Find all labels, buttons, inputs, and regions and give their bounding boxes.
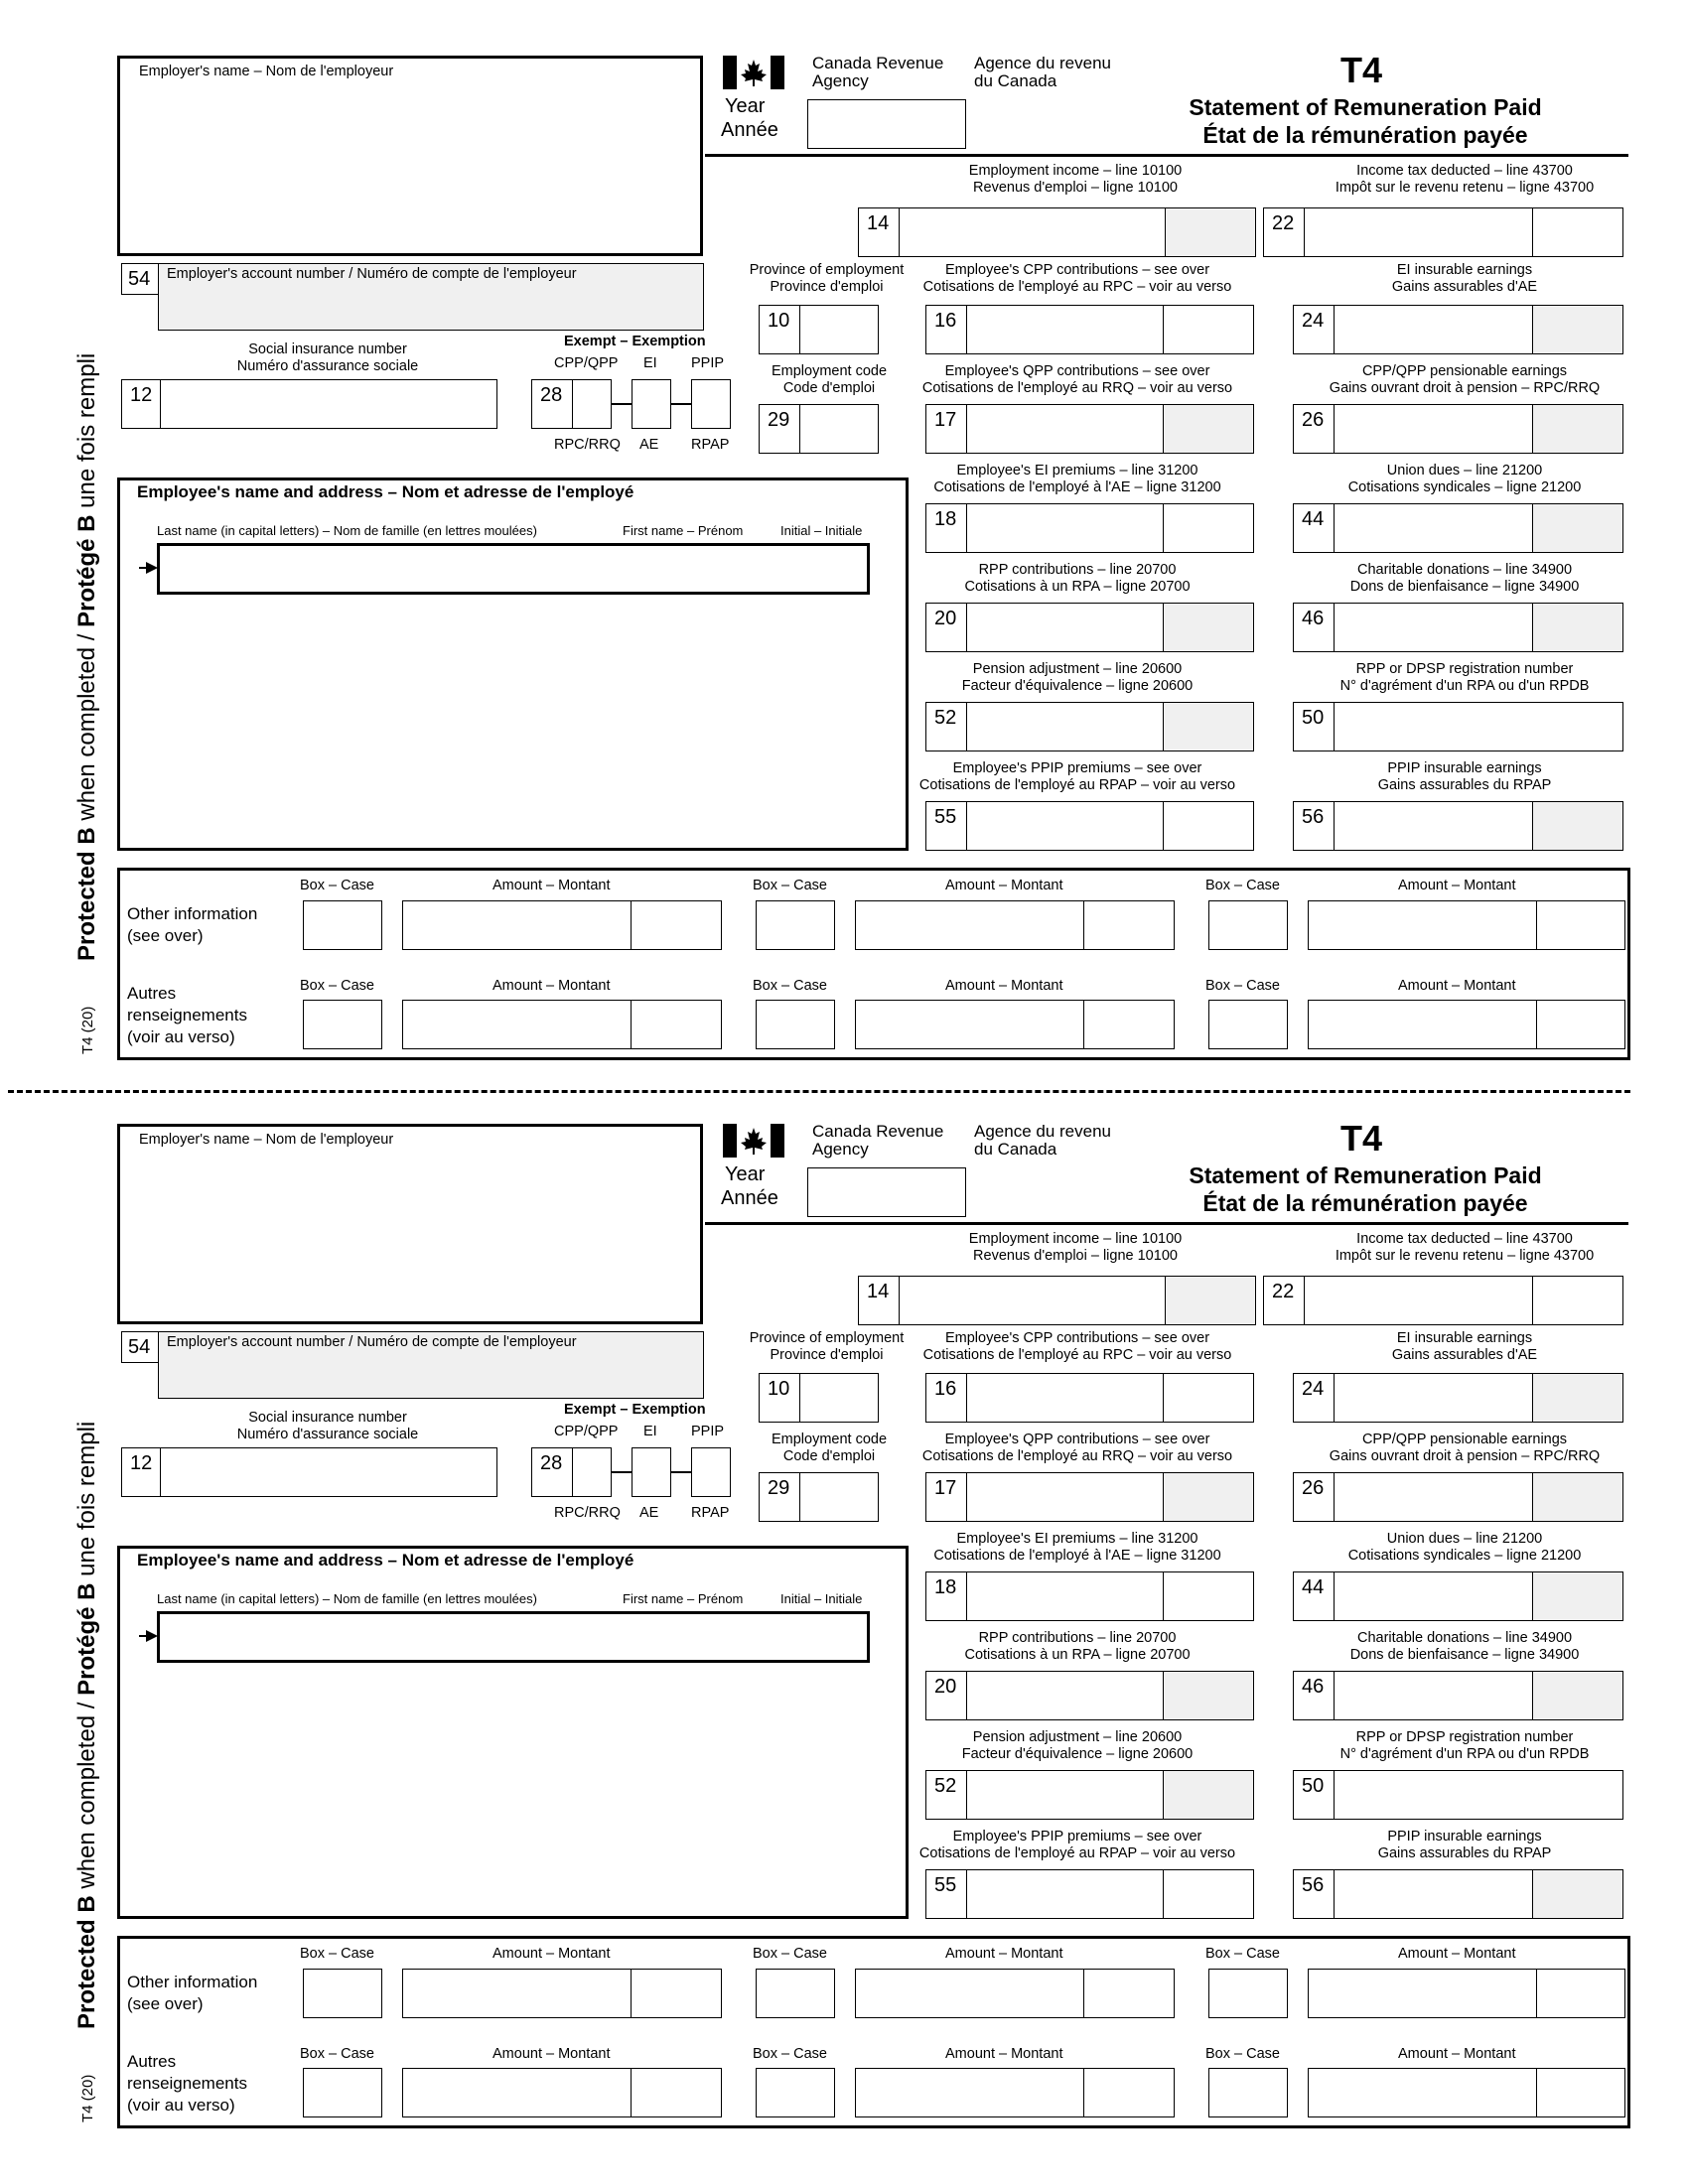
employee-initial-label: Initial – Initiale	[780, 1591, 863, 1606]
box-52-number: 52	[925, 702, 967, 751]
employee-initial-label: Initial – Initiale	[780, 523, 863, 538]
exempt-rpap-label: RPAP	[691, 1505, 730, 1521]
box-28-number: 28	[531, 379, 573, 429]
exempt-cpp-label: CPP/QPP	[554, 1424, 619, 1439]
other-box-label: Box – Case	[300, 978, 374, 994]
sin-label: Social insurance number Numéro d'assurance sociale	[236, 341, 419, 374]
exempt-ei-label: EI	[643, 1424, 657, 1439]
box-46-label: Charitable donations – line 34900 Dons de bienfaisance – ligne 34900	[1349, 562, 1580, 595]
box-56-cents[interactable]	[1532, 801, 1623, 851]
arrow-right-icon	[139, 1628, 159, 1649]
box-52-number: 52	[925, 1770, 967, 1820]
box-55-dollars[interactable]	[966, 1869, 1165, 1919]
box-55-cents[interactable]	[1163, 1869, 1254, 1919]
header-rule	[705, 154, 1628, 157]
employee-first-name-label: First name – Prénom	[623, 1591, 744, 1606]
box-26-number: 26	[1293, 404, 1335, 454]
form-code: T4	[1340, 1118, 1383, 1159]
box-14-label: Employment income – line 10100 Revenus d'emploi – ligne 10100	[968, 163, 1183, 196]
side-protected-label: Protected B when completed / Protégé B une fois rempli	[73, 352, 100, 961]
box-52-dollars[interactable]	[966, 702, 1165, 751]
exempt-ppip-label: PPIP	[691, 1424, 725, 1439]
other-amount-label: Amount – Montant	[1398, 978, 1516, 994]
box-22-label: Income tax deducted – line 43700 Impôt sur le revenu retenu – ligne 43700	[1335, 163, 1595, 196]
box-52-cents[interactable]	[1163, 1770, 1254, 1820]
box-44-dollars[interactable]	[1334, 1571, 1534, 1621]
exempt-ei-label: EI	[643, 355, 657, 371]
box-29-field[interactable]	[799, 404, 879, 454]
box-26-number: 26	[1293, 1472, 1335, 1522]
box-24-cents[interactable]	[1532, 1373, 1623, 1423]
box-56-label: PPIP insurable earnings Gains assurables du RPAP	[1377, 760, 1552, 793]
box-16-dollars[interactable]	[966, 305, 1165, 354]
other-amount-label: Amount – Montant	[1398, 2046, 1516, 2062]
box-10-number: 10	[759, 305, 800, 354]
box-52-cents[interactable]	[1163, 702, 1254, 751]
box-20-cents[interactable]	[1163, 1671, 1254, 1720]
box-46-cents[interactable]	[1532, 1671, 1623, 1720]
box-56-dollars[interactable]	[1334, 801, 1534, 851]
employee-name-field[interactable]	[157, 543, 870, 595]
other-amount-dollars-field[interactable]	[402, 1000, 633, 1049]
other-info-en-label: Other information (see over)	[127, 1973, 258, 2013]
box-17-dollars[interactable]	[966, 404, 1165, 454]
box-16-number: 16	[925, 1373, 967, 1423]
other-info-fr-label: Autres renseignements (voir au verso)	[127, 984, 247, 1046]
box-50-field[interactable]	[1334, 702, 1623, 751]
other-box-code-field[interactable]	[756, 1969, 835, 2018]
box-18-number: 18	[925, 503, 967, 553]
box-29-number: 29	[759, 1472, 800, 1522]
box-26-label: CPP/QPP pensionable earnings Gains ouvrant droit à pension – RPC/RRQ	[1329, 363, 1601, 396]
exempt-ei-checkbox[interactable]	[632, 379, 671, 429]
box-22-number: 22	[1263, 1276, 1305, 1325]
box-17-label: Employee's QPP contributions – see over Cotisations de l'employé au RRQ – voir au verso	[921, 1432, 1233, 1464]
other-amount-cents-field[interactable]	[1536, 1969, 1625, 2018]
box-18-dollars[interactable]	[966, 1571, 1165, 1621]
box-46-dollars[interactable]	[1334, 603, 1534, 652]
box-14-number: 14	[858, 207, 900, 257]
other-amount-cents-field[interactable]	[631, 1969, 722, 2018]
employee-section-title: Employee's name and address – Nom et adresse de l'employé	[137, 482, 634, 501]
box-18-cents[interactable]	[1163, 1571, 1254, 1621]
other-box-code-field[interactable]	[1208, 900, 1288, 950]
box-44-number: 44	[1293, 1571, 1335, 1621]
employer-account-label: Employer's account number / Numéro de compte de l'employeur	[167, 266, 577, 282]
box-12-number: 12	[121, 1447, 161, 1497]
box-52-label: Pension adjustment – line 20600 Facteur d'équivalence – ligne 20600	[961, 1729, 1194, 1762]
year-field[interactable]	[807, 99, 966, 149]
box-50-label: RPP or DPSP registration number N° d'agrément d'un RPA ou d'un RPDB	[1339, 1729, 1590, 1762]
exempt-title: Exempt – Exemption	[564, 334, 706, 349]
box-17-number: 17	[925, 404, 967, 454]
box-24-label: EI insurable earnings Gains assurables d'AE	[1391, 262, 1538, 295]
other-box-code-field[interactable]	[756, 900, 835, 950]
box-46-number: 46	[1293, 603, 1335, 652]
box-50-field[interactable]	[1334, 1770, 1623, 1820]
other-box-label: Box – Case	[300, 1946, 374, 1962]
form-title-en: Statement of Remuneration Paid	[1189, 1162, 1542, 1188]
other-box-label: Box – Case	[753, 1946, 827, 1962]
other-amount-cents-field[interactable]	[631, 1000, 722, 1049]
exempt-ppip-checkbox[interactable]	[691, 1447, 731, 1497]
year-label-fr: Année	[721, 1187, 778, 1209]
other-info-fr-label: Autres renseignements (voir au verso)	[127, 2052, 247, 2115]
box-44-dollars[interactable]	[1334, 503, 1534, 553]
exempt-ae-label: AE	[639, 437, 659, 453]
employer-name-label: Employer's name – Nom de l'employeur	[139, 1132, 394, 1148]
other-amount-dollars-field[interactable]	[1308, 900, 1538, 950]
other-amount-label: Amount – Montant	[1398, 878, 1516, 893]
other-amount-label: Amount – Montant	[945, 978, 1063, 994]
box-24-dollars[interactable]	[1334, 305, 1534, 354]
other-amount-dollars-field[interactable]	[855, 900, 1085, 950]
year-label-en: Year	[725, 1163, 766, 1185]
box-17-cents[interactable]	[1163, 404, 1254, 454]
box-22-cents[interactable]	[1532, 1276, 1623, 1325]
box-26-cents[interactable]	[1532, 1472, 1623, 1522]
canada-flag-icon	[723, 1124, 784, 1158]
box-46-label: Charitable donations – line 34900 Dons de bienfaisance – ligne 34900	[1349, 1630, 1580, 1663]
other-amount-cents-field[interactable]	[631, 2068, 722, 2117]
other-amount-label: Amount – Montant	[945, 878, 1063, 893]
box-55-cents[interactable]	[1163, 801, 1254, 851]
box-24-number: 24	[1293, 1373, 1335, 1423]
other-amount-label: Amount – Montant	[492, 1946, 611, 1962]
box-18-number: 18	[925, 1571, 967, 1621]
box-55-number: 55	[925, 801, 967, 851]
other-box-code-field[interactable]	[303, 900, 382, 950]
box-17-dollars[interactable]	[966, 1472, 1165, 1522]
other-amount-dollars-field[interactable]	[855, 1000, 1085, 1049]
other-amount-cents-field[interactable]	[1536, 1000, 1625, 1049]
other-amount-dollars-field[interactable]	[855, 1969, 1085, 2018]
box-20-cents[interactable]	[1163, 603, 1254, 652]
box-22-label: Income tax deducted – line 43700 Impôt sur le revenu retenu – ligne 43700	[1335, 1231, 1595, 1264]
employee-name-field[interactable]	[157, 1611, 870, 1663]
box-14-cents[interactable]	[1165, 1276, 1256, 1325]
box-56-number: 56	[1293, 801, 1335, 851]
form-id: T4 (20)	[79, 1006, 96, 1054]
other-amount-dollars-field[interactable]	[402, 900, 633, 950]
box-29-field[interactable]	[799, 1472, 879, 1522]
box-14-dollars[interactable]	[899, 1276, 1167, 1325]
exempt-rpc-label: RPC/RRQ	[554, 437, 621, 453]
cra-name-fr: Agence du revenu du Canada	[974, 1122, 1111, 1159]
box-22-cents[interactable]	[1532, 207, 1623, 257]
other-box-code-field[interactable]	[756, 1000, 835, 1049]
box-46-cents[interactable]	[1532, 603, 1623, 652]
box-44-number: 44	[1293, 503, 1335, 553]
canada-flag-icon	[723, 56, 784, 89]
box-56-dollars[interactable]	[1334, 1869, 1534, 1919]
side-protected-label: Protected B when completed / Protégé B une fois rempli	[73, 1421, 100, 2029]
other-box-code-field[interactable]	[1208, 2068, 1288, 2117]
year-label-en: Year	[725, 95, 766, 117]
other-amount-label: Amount – Montant	[945, 2046, 1063, 2062]
other-amount-cents-field[interactable]	[1536, 2068, 1625, 2117]
slip-copy-1	[0, 0, 1688, 1082]
box-55-label: Employee's PPIP premiums – see over Cotisations de l'employé au RPAP – voir au verso	[918, 760, 1236, 793]
box-24-dollars[interactable]	[1334, 1373, 1534, 1423]
other-box-code-field[interactable]	[1208, 1000, 1288, 1049]
box-44-cents[interactable]	[1532, 503, 1623, 553]
box-28-number: 28	[531, 1447, 573, 1497]
other-amount-cents-field[interactable]	[1083, 1000, 1175, 1049]
other-box-label: Box – Case	[1205, 978, 1280, 994]
arrow-right-icon	[139, 560, 159, 581]
box-18-label: Employee's EI premiums – line 31200 Cotisations de l'employé à l'AE – ligne 31200	[933, 463, 1221, 495]
other-amount-label: Amount – Montant	[1398, 1946, 1516, 1962]
other-box-label: Box – Case	[753, 878, 827, 893]
other-amount-dollars-field[interactable]	[855, 2068, 1085, 2117]
other-box-code-field[interactable]	[756, 2068, 835, 2117]
box-29-number: 29	[759, 404, 800, 454]
other-box-label: Box – Case	[1205, 2046, 1280, 2062]
employer-name-label: Employer's name – Nom de l'employeur	[139, 64, 394, 79]
other-box-label: Box – Case	[753, 978, 827, 994]
box-20-label: RPP contributions – line 20700 Cotisations à un RPA – ligne 20700	[964, 1630, 1191, 1663]
box-14-number: 14	[858, 1276, 900, 1325]
box-10-label: Province of employment Province d'emploi	[749, 262, 905, 295]
box-56-cents[interactable]	[1532, 1869, 1623, 1919]
box-16-cents[interactable]	[1163, 305, 1254, 354]
box-14-label: Employment income – line 10100 Revenus d'emploi – ligne 10100	[968, 1231, 1183, 1264]
box-18-dollars[interactable]	[966, 503, 1165, 553]
box-12-number: 12	[121, 379, 161, 429]
box-18-cents[interactable]	[1163, 503, 1254, 553]
other-amount-label: Amount – Montant	[492, 978, 611, 994]
sin-field[interactable]	[160, 379, 497, 429]
employee-last-name-label: Last name (in capital letters) – Nom de famille (en lettres moulées)	[157, 1591, 537, 1606]
year-label-fr: Année	[721, 119, 778, 141]
box-10-label: Province of employment Province d'emploi	[749, 1330, 905, 1363]
other-box-code-field[interactable]	[303, 1000, 382, 1049]
box-20-number: 20	[925, 603, 967, 652]
box-55-number: 55	[925, 1869, 967, 1919]
other-box-label: Box – Case	[300, 878, 374, 893]
box-55-label: Employee's PPIP premiums – see over Cotisations de l'employé au RPAP – voir au verso	[918, 1829, 1236, 1861]
box-20-number: 20	[925, 1671, 967, 1720]
employer-name-box[interactable]	[117, 56, 703, 256]
box-29-label: Employment code Code d'emploi	[771, 1432, 888, 1464]
box-29-label: Employment code Code d'emploi	[771, 363, 888, 396]
box-16-dollars[interactable]	[966, 1373, 1165, 1423]
exempt-cpp-checkbox[interactable]	[572, 1447, 612, 1497]
box-20-dollars[interactable]	[966, 603, 1165, 652]
box-26-label: CPP/QPP pensionable earnings Gains ouvrant droit à pension – RPC/RRQ	[1329, 1432, 1601, 1464]
exempt-cpp-checkbox[interactable]	[572, 379, 612, 429]
employee-first-name-label: First name – Prénom	[623, 523, 744, 538]
box-44-cents[interactable]	[1532, 1571, 1623, 1621]
other-box-code-field[interactable]	[1208, 1969, 1288, 2018]
box-24-cents[interactable]	[1532, 305, 1623, 354]
other-box-label: Box – Case	[300, 2046, 374, 2062]
box-22-number: 22	[1263, 207, 1305, 257]
box-16-label: Employee's CPP contributions – see over Cotisations de l'employé au RPC – voir au verso	[922, 262, 1232, 295]
exempt-rpap-label: RPAP	[691, 437, 730, 453]
box-20-dollars[interactable]	[966, 1671, 1165, 1720]
other-amount-cents-field[interactable]	[1083, 900, 1175, 950]
box-52-label: Pension adjustment – line 20600 Facteur d'équivalence – ligne 20600	[961, 661, 1194, 694]
box-18-label: Employee's EI premiums – line 31200 Cotisations de l'employé à l'AE – ligne 31200	[933, 1531, 1221, 1564]
box-50-number: 50	[1293, 702, 1335, 751]
sin-label: Social insurance number Numéro d'assurance sociale	[236, 1410, 419, 1442]
employer-account-label: Employer's account number / Numéro de compte de l'employeur	[167, 1334, 577, 1350]
other-amount-cents-field[interactable]	[1083, 2068, 1175, 2117]
other-info-en-label: Other information (see over)	[127, 904, 258, 945]
box-14-cents[interactable]	[1165, 207, 1256, 257]
employer-name-box[interactable]	[117, 1124, 703, 1324]
other-box-code-field[interactable]	[303, 1969, 382, 2018]
other-amount-dollars-field[interactable]	[1308, 1969, 1538, 2018]
box-56-label: PPIP insurable earnings Gains assurables du RPAP	[1377, 1829, 1552, 1861]
form-id: T4 (20)	[79, 2074, 96, 2122]
other-amount-label: Amount – Montant	[492, 2046, 611, 2062]
box-54-number: 54	[121, 1331, 159, 1363]
box-44-label: Union dues – line 21200 Cotisations syndicales – ligne 21200	[1347, 463, 1582, 495]
form-code: T4	[1340, 50, 1383, 90]
box-22-dollars[interactable]	[1304, 1276, 1534, 1325]
box-44-label: Union dues – line 21200 Cotisations syndicales – ligne 21200	[1347, 1531, 1582, 1564]
box-22-dollars[interactable]	[1304, 207, 1534, 257]
other-amount-dollars-field[interactable]	[402, 1969, 633, 2018]
other-amount-dollars-field[interactable]	[402, 2068, 633, 2117]
employee-section-title: Employee's name and address – Nom et adresse de l'employé	[137, 1551, 634, 1570]
year-field[interactable]	[807, 1167, 966, 1217]
exempt-ppip-label: PPIP	[691, 355, 725, 371]
sin-field[interactable]	[160, 1447, 497, 1497]
box-17-cents[interactable]	[1163, 1472, 1254, 1522]
other-amount-dollars-field[interactable]	[1308, 1000, 1538, 1049]
exempt-ae-label: AE	[639, 1505, 659, 1521]
form-title-en: Statement of Remuneration Paid	[1189, 94, 1542, 120]
other-amount-label: Amount – Montant	[492, 878, 611, 893]
exempt-ppip-checkbox[interactable]	[691, 379, 731, 429]
box-16-number: 16	[925, 305, 967, 354]
box-52-dollars[interactable]	[966, 1770, 1165, 1820]
box-46-dollars[interactable]	[1334, 1671, 1534, 1720]
employee-last-name-label: Last name (in capital letters) – Nom de famille (en lettres moulées)	[157, 523, 537, 538]
other-amount-cents-field[interactable]	[1536, 900, 1625, 950]
box-56-number: 56	[1293, 1869, 1335, 1919]
exempt-cpp-label: CPP/QPP	[554, 355, 619, 371]
box-17-number: 17	[925, 1472, 967, 1522]
other-box-label: Box – Case	[1205, 1946, 1280, 1962]
box-10-field[interactable]	[799, 305, 879, 354]
box-50-label: RPP or DPSP registration number N° d'agrément d'un RPA ou d'un RPDB	[1339, 661, 1590, 694]
other-amount-label: Amount – Montant	[945, 1946, 1063, 1962]
header-rule	[705, 1222, 1628, 1225]
other-amount-cents-field[interactable]	[631, 900, 722, 950]
box-54-number: 54	[121, 263, 159, 295]
exempt-ei-checkbox[interactable]	[632, 1447, 671, 1497]
box-10-field[interactable]	[799, 1373, 879, 1423]
slip-copy-2	[0, 1068, 1688, 2150]
form-title-fr: État de la rémunération payée	[1202, 1190, 1528, 1216]
box-16-cents[interactable]	[1163, 1373, 1254, 1423]
exempt-rpc-label: RPC/RRQ	[554, 1505, 621, 1521]
box-24-label: EI insurable earnings Gains assurables d'AE	[1391, 1330, 1538, 1363]
other-amount-dollars-field[interactable]	[1308, 2068, 1538, 2117]
box-16-label: Employee's CPP contributions – see over Cotisations de l'employé au RPC – voir au verso	[922, 1330, 1232, 1363]
box-14-dollars[interactable]	[899, 207, 1167, 257]
box-55-dollars[interactable]	[966, 801, 1165, 851]
cra-name-fr: Agence du revenu du Canada	[974, 54, 1111, 90]
cra-name-en: Canada Revenue Agency	[812, 54, 944, 90]
cra-name-en: Canada Revenue Agency	[812, 1122, 944, 1159]
exempt-title: Exempt – Exemption	[564, 1402, 706, 1418]
box-26-dollars[interactable]	[1334, 1472, 1534, 1522]
other-box-label: Box – Case	[1205, 878, 1280, 893]
box-26-cents[interactable]	[1532, 404, 1623, 454]
box-26-dollars[interactable]	[1334, 404, 1534, 454]
box-46-number: 46	[1293, 1671, 1335, 1720]
other-box-code-field[interactable]	[303, 2068, 382, 2117]
form-title-fr: État de la rémunération payée	[1202, 122, 1528, 148]
other-box-label: Box – Case	[753, 2046, 827, 2062]
box-24-number: 24	[1293, 305, 1335, 354]
box-20-label: RPP contributions – line 20700 Cotisations à un RPA – ligne 20700	[964, 562, 1191, 595]
box-50-number: 50	[1293, 1770, 1335, 1820]
box-17-label: Employee's QPP contributions – see over Cotisations de l'employé au RRQ – voir au verso	[921, 363, 1233, 396]
other-amount-cents-field[interactable]	[1083, 1969, 1175, 2018]
box-10-number: 10	[759, 1373, 800, 1423]
